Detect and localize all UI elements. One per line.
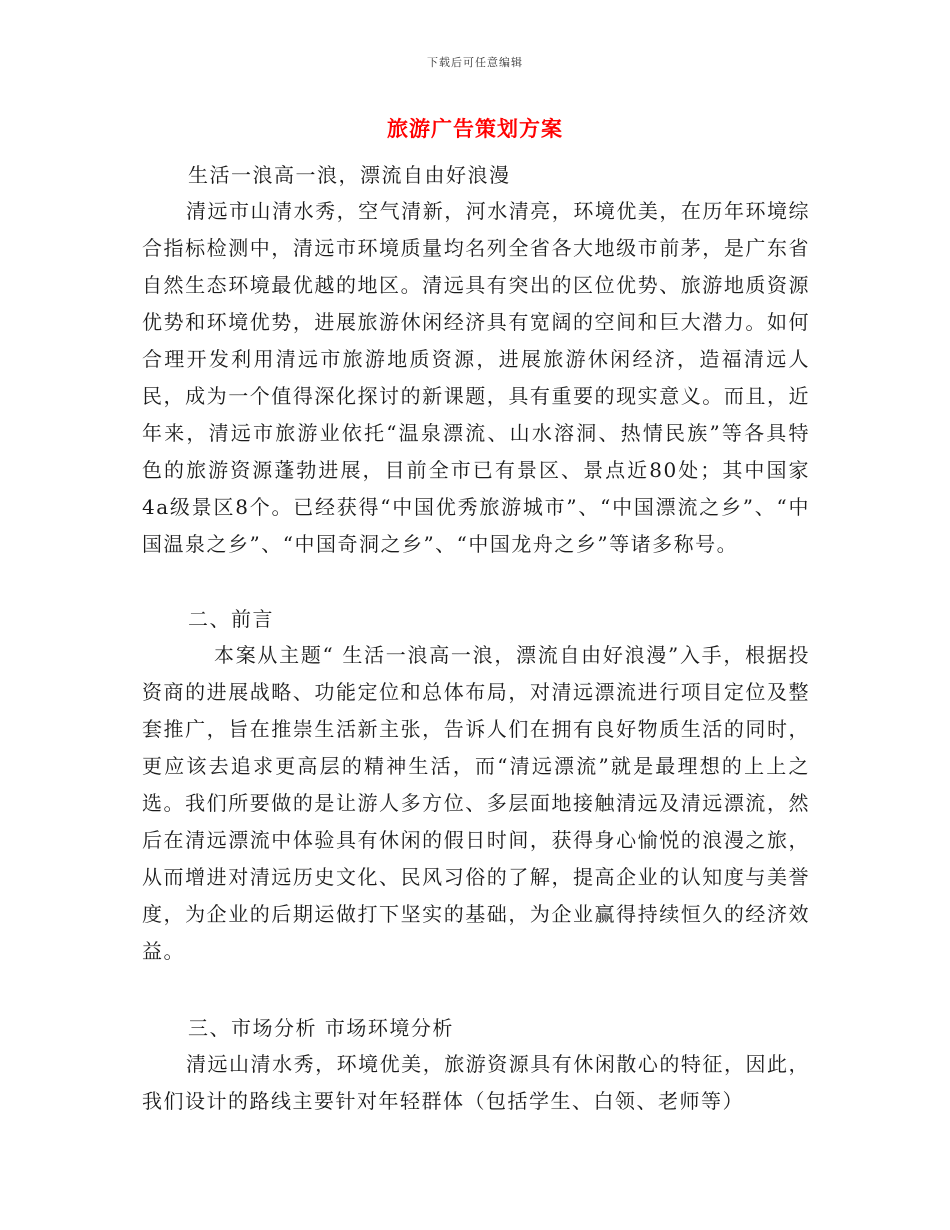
section-3-heading: 三、市场分析 市场环境分析 bbox=[188, 1016, 454, 1040]
slogan: 生活一浪高一浪，漂流自由好浪漫 bbox=[188, 163, 511, 187]
intro-paragraph: 清远市山清水秀，空气清新，河水清亮，环境优美，在历年环境综合指标检测中，清远市环境质量均名列全省各大地级市前茅，是广东省自然生态环境最优越的地区。清远具有突出的区位优势、旅游地质资源优势和环境优势，进展旅游休闲经济具有宽阔的空间和巨大潜力。如何合理开发利用清远市旅游地质资源，进展旅游休闲经济，造福清远人民，成为一个值得深化探讨的新课题，具有重要的现实意义。而且，近年来，清远市旅游业依托“温泉漂流、山水溶洞、热情民族”等各具特色的旅游资源蓬勃进展，目前全市已有景区、景点近80处；其中国家4a级景区8个。已经获得“中国优秀旅游城市”、“中国漂流之乡”、“中国温泉之乡”、“中国奇洞之乡”、“中国龙舟之乡”等诸多称号。 bbox=[142, 199, 810, 556]
section-2-heading: 二、前言 bbox=[188, 607, 274, 631]
header-note: 下载后可任意编辑 bbox=[427, 56, 523, 69]
document-title: 旅游广告策划方案 bbox=[387, 116, 563, 141]
section-3-paragraph: 清远山清水秀，环境优美，旅游资源具有休闲散心的特征，因此，我们设计的路线主要针对年轻群体（包括学生、白领、老师等） bbox=[142, 1052, 810, 1113]
section-2-paragraph: 本案从主题“ 生活一浪高一浪，漂流自由好浪漫”入手，根据投资商的进展战略、功能定位和总体布局，对清远漂流进行项目定位及整套推广，旨在推崇生活新主张，告诉人们在拥有良好物质生活的同时，更应该去追求更高层的精神生活，而“清远漂流”就是最理想的上上之选。我们所要做的是让游人多方位、多层面地接触清远及清远漂流，然后在清远漂流中体验具有休闲的假日时间，获得身心愉悦的浪漫之旅，从而增进对清远历史文化、民风习俗的了解，提高企业的认知度与美誉度，为企业的后期运做打下坚实的基础，为企业赢得持续恒久的经济效益。 bbox=[142, 643, 810, 963]
